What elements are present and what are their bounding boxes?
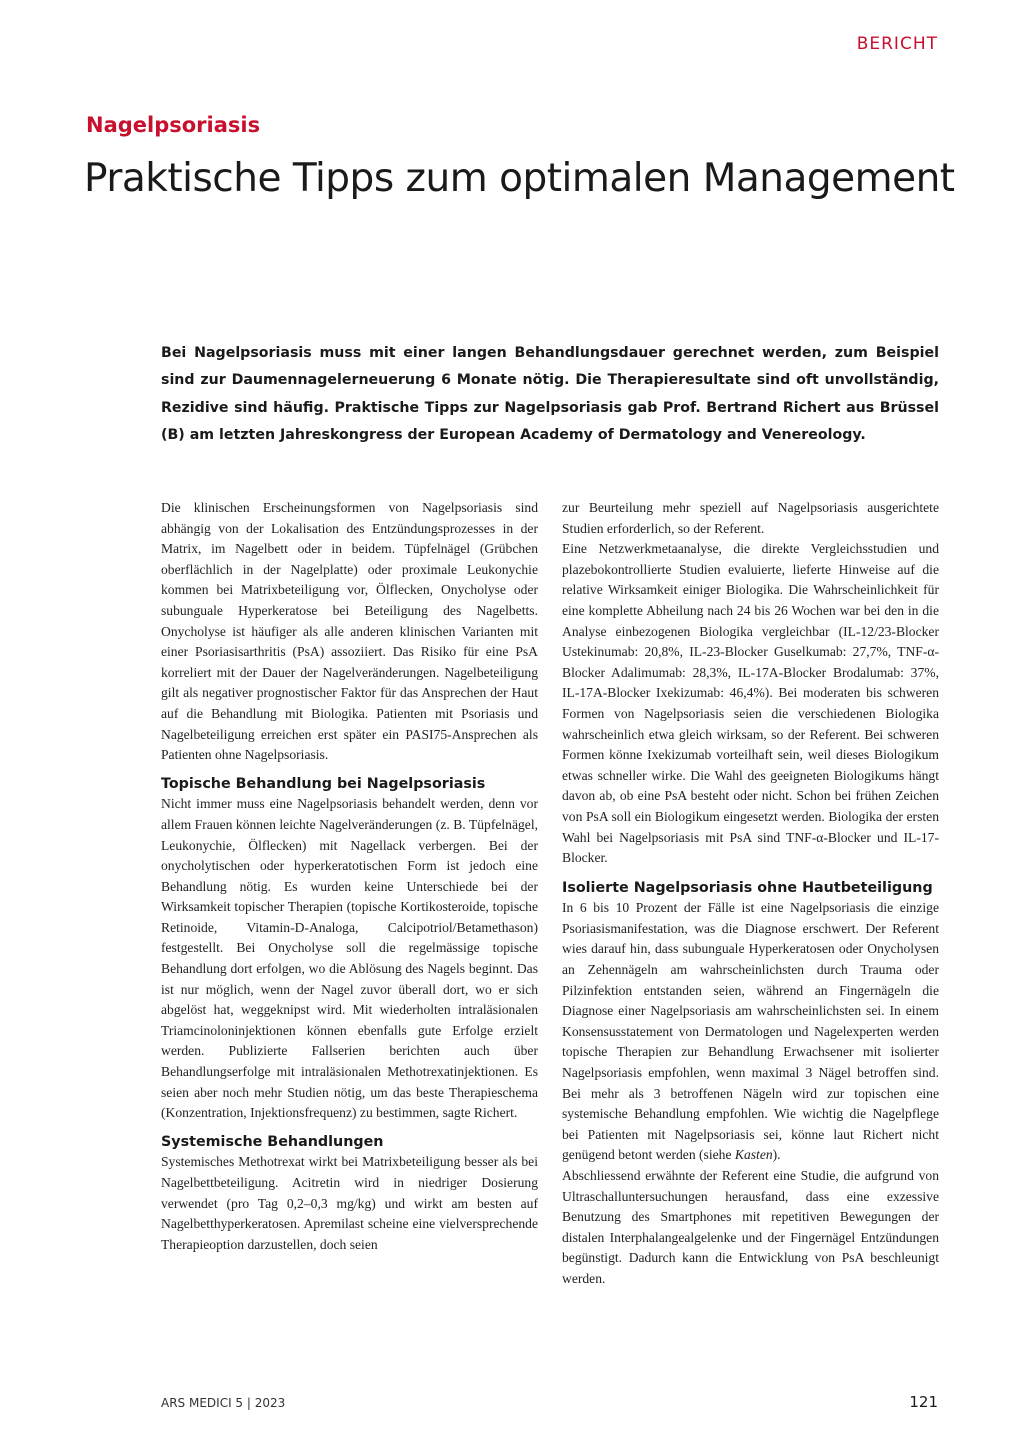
isolated-text: In 6 bis 10 Prozent der Fälle ist eine Nagelpsoriasis die einzige Psoriasismanifestation, was die Diagnose erschwert. Der Referent wies darauf hin, dass subunguale Hyperkeratosen oder Onycholysen an Zehennägeln am wahrscheinlichsten durch Trauma oder Pilzinfektion entstanden seien, während an Fingernägeln die Diagnose einer Nagelpsoriasis am wahrscheinlichsten sei. In einem Konsensusstatement von Dermatologen und Nagelexperten werden topische Therapien zur Behandlung Erwachsener mit isolierter Nagelpsoriasis empfohlen, wenn maximal 3 Nägel betroffen sind. Bei mehr als 3 betroffenen Nägeln wird zur topischen eine systemische Behandlung empfohlen. Wie wichtig die Nagelpflege bei Patienten mit Nagelpsoriasis sei, könne laut Richert nicht genügend betont werden (siehe — [562, 900, 939, 1163]
isolated-text-end: ). — [772, 1147, 781, 1163]
right-column — [562, 498, 939, 1290]
journal-footer: ARS MEDICI 5 | 2023 — [161, 1396, 286, 1410]
continuation-paragraph: zur Beurteilung mehr speziell auf Nagelpsoriasis ausgerichtete Studien erforderlich, so der Referent. — [562, 500, 939, 536]
page-number: 121 — [909, 1393, 938, 1411]
heading-topical-treatment: Topische Behandlung bei Nagelpsoriasis — [161, 775, 486, 792]
closing-paragraph: Abschliessend erwähnte der Referent eine Studie, die aufgrund von Ultraschalluntersuchungen herausfand, dass eine exzessive Benutzung des Smartphones mit repetitiven Bewegungen der distalen Interphalangealgelenke und der Fingernägel Entzündungen begünstigt. Dadurch kann die Entwicklung von PsA beschleunigt werden. — [562, 1168, 939, 1286]
left-column — [161, 498, 538, 1255]
box-reference: Kasten — [734, 1147, 773, 1163]
heading-isolated-nail-psoriasis: Isolierte Nagelpsoriasis ohne Hautbeteiligung — [562, 879, 933, 896]
isolated-paragraph — [562, 898, 939, 1166]
section-label: BERICHT — [856, 34, 938, 54]
meta-analysis-paragraph: Eine Netzwerkmetaanalyse, die direkte Vergleichsstudien und plazebokontrollierte Studien evaluierte, lieferte Hinweise auf die relative Wirksamkeit einiger Biologika. Die Wahrscheinlichkeit für eine komplette Abheilung nach 24 bis 26 Wochen war bei den in die Analyse einbezogenen Biologika vergleichbar (IL-12/23-Blocker Ustekinumab: 20,8%, IL-23-Blocker Guselkumab: 27,7%, TNF-α-Blocker Adalimumab: 28,3%, IL-17A-Blocker Brodalumab: 37%, IL-17A-Blocker Ixekizumab: 46,4%). Bei moderaten bis schweren Formen von Nagelpsoriasis seien die verschiedenen Biologika wahrscheinlich etwa gleich wirksam, so der Referent. Bei schweren Formen könne Ixekizumab vorteilhaft sein, weil dieses Biologikum etwas schneller wirke. Die Wahl des geeigneten Biologikums hängt davon ab, ob eine PsA besteht oder nicht. Schon bei frühen Zeichen von PsA soll ein Biologikum eingesetzt werden. Biologika der ersten Wahl bei Nagelpsoriasis mit PsA sind TNF-α-Blocker und IL-17-Blocker. — [562, 541, 939, 866]
article-kicker: Nagelpsoriasis — [86, 113, 261, 137]
topical-paragraph: Nicht immer muss eine Nagelpsoriasis behandelt werden, denn vor allem Frauen können leichte Nagelveränderungen (z. B. Tüpfelnägel, Leukonychie, Ölflecken) mit Nagellack verbergen. Bei der onycholytischen oder hyperkeratotischen Form ist jedoch eine Behandlung nötig. Es wurden keine Unterschiede bei der Wirksamkeit topischer Therapien (topische Kortikosteroide, topische Retinoide, Vitamin-D-Analoga, Calcipotriol/Betamethason) festgestellt. Bei Onycholyse soll die regelmässige topische Behandlung dort erfolgen, wo die Ablösung des Nagels beginnt. Das ist nur möglich, wenn der Nagel zuvor überall dort, wo er sich abgelöst hat, weggeknipst wird. Mit wiederholten intraläsionalen Triamcinoloninjektionen können ebenfalls gute Erfolge erzielt werden. Publizierte Fallserien berichten auch über Behandlungserfolge mit intraläsionalen Methotrexatinjektionen. Es seien aber noch mehr Studien nötig, um das beste Therapieschema (Konzentration, Injektionsfrequenz) zu bestimmen, sagte Richert. — [161, 796, 538, 1121]
systemic-paragraph: Systemisches Methotrexat wirkt bei Matrixbeteiligung besser als bei Nagelbettbeteiligung. Acitretin wird in niedriger Dosierung verwendet (pro Tag 0,2–0,3 mg/kg) und wirkt am besten auf Nagelbetthyperkeratosen. Apremilast scheine eine vielversprechende Therapieoption darzustellen, doch seien — [161, 1154, 538, 1252]
intro-paragraph: Die klinischen Erscheinungsformen von Nagelpsoriasis sind abhängig von der Lokalisation des Entzündungsprozesses in der Matrix, im Nagelbett oder in beidem. Tüpfelnägel (Grübchen oberflächlich in der Nagelplatte) oder proximale Leukonychie kommen bei Matrixbeteiligung vor, Ölflecken, Onycholyse oder subunguale Hyperkeratose bei Beteiligung des Nagelbetts. Onycholyse ist häufiger als alle anderen klinischen Varianten mit einer Psoriasisarthritis (PsA) assoziiert. Das Risiko für eine PsA korreliert mit der Dauer der Nagelveränderungen. Nagelbeteiligung gilt als negativer prognostischer Faktor für das Ansprechen der Haut auf die Behandlung mit Biologika. Patienten mit Psoriasis und Nagelbeteiligung erreichen erst später ein PASI75-Ansprechen als Patienten ohne Nagelpsoriasis. — [161, 500, 538, 763]
article-title: Praktische Tipps zum optimalen Management — [84, 156, 955, 201]
heading-systemic-treatment: Systemische Behandlungen — [161, 1133, 384, 1150]
lead-paragraph: Bei Nagelpsoriasis muss mit einer langen Behandlungsdauer gerechnet werden, zum Beispiel sind zur Daumennagelerneuerung 6 Monate nötig. Die Therapieresultate sind oft unvollständig, Rezidive sind häufig. Praktische Tipps zur Nagelpsoriasis gab Prof. Bertrand Richert aus Brüssel (B) am letzten Jahreskongress der European Academy of Dermatology and Venereology. — [161, 345, 939, 443]
